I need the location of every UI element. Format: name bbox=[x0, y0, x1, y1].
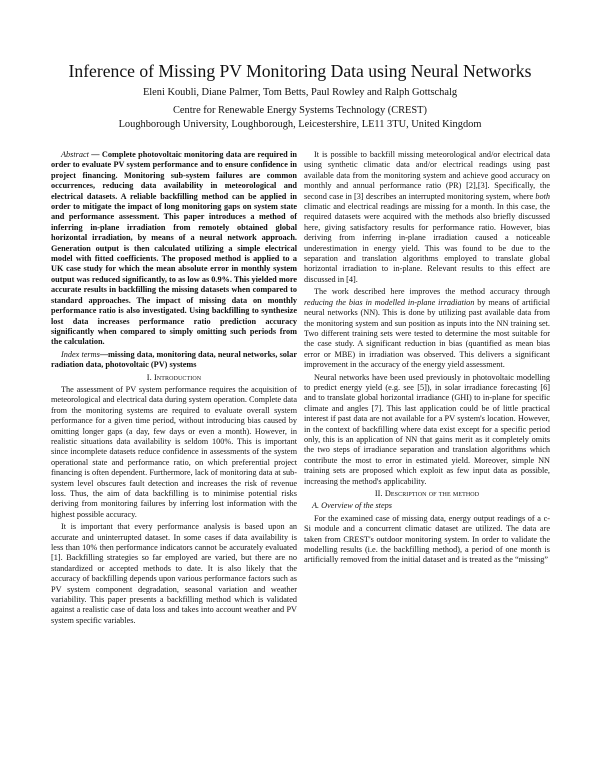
body-paragraph-2: The work described here improves the method accuracy through reducing the bias in modelled in-plane irradiation by means of artificial neural networks (NN). This is done by utilizing past available data from the monitoring system and sun position as inputs into the NN training set. Two different training sets were tested to determine the most suitable for the case study. A significant reduction in bias (quantified as mean bias error or MBE) in irradiation was observed. This delivers a significant improvement in the accuracy of the energy yield assessment. bbox=[304, 287, 551, 370]
emphasis-both: both bbox=[535, 191, 550, 201]
body-paragraph-3: Neural networks have been used previously in photovoltaic modelling to predict energy yield (e.g. see [5]), in solar irradiance forecasting [6] and to translate global horizontal irradiance (GHI) to in-plane for specific climate and angles [7]. This last application could be of little practical interest if past data are not available for a PV system's location. However, in the context of backfilling where data exist except for a specific period only, this is an application of NN that gains merit as it completely omits the two steps of irradiance separation and translation algorithms which contribute the most to error in estimated yield. Moreover, simple NN training sets are proposed which exploit as few input data as possible, increasing the method's applicability. bbox=[304, 372, 550, 486]
index-terms-label: Index terms bbox=[61, 349, 100, 359]
affiliation-address: Loughborough University, Loughborough, Leicestershire, LE11 3TU, United Kingdom bbox=[118, 119, 482, 130]
index-terms-paragraph bbox=[51, 350, 297, 371]
section-heading-method: II. Description of the method bbox=[374, 489, 480, 498]
emphasis-bias: reducing the bias in modelled in-plane irradiation bbox=[304, 297, 475, 307]
subsection-heading-overview: A. Overview of the steps bbox=[312, 501, 392, 511]
paper-title: Inference of Missing PV Monitoring Data using Neural Networks bbox=[68, 61, 532, 81]
author-list: Eleni Koubli, Diane Palmer, Tom Betts, Paul Rowley and Ralph Gottschalg bbox=[142, 87, 458, 98]
abstract-text: — Complete photovoltaic monitoring data are required in order to evaluate PV system performance and to ensure confidence in project financing. Monitoring sub-system failures are common occurrences, reducing data availability in meteorological and electrical datasets. A reliable backfilling method can be applied in order to mitigate the impact of long monitoring gaps on system state and performance assessment. This paper introduces a method of inferring in-plane irradiation from remotely obtained global horizontal irradiation, by means of a neural network approach. Generation output is then calculated utilizing a simple electrical model with fitted coefficients. The proposed method is applied to a UK case study for which the mean absolute error in monthly system output was reduced significantly, to as low as 0.9%. This yielded more accurate results in backfilling the missing datasets when compared to standard approaches. The impact of missing data on monthly performance ratio is also investigated. Using backfilling to synthesize lost data increases performance ratio prediction accuracy significantly when compared to simply omitting such periods from the calculation. bbox=[51, 150, 297, 347]
intro-paragraph-2: It is important that every performance analysis is based upon an accurate and uninterrupted dataset. In some cases if data availability is less than 10% then performance indicators cannot be accurately evaluated [1]. Backfilling strategies so far employed are varied, but there are no standardized or accepted methods to date. It is also likely that the accuracy of backfilling depends upon various performance factors such as PV system component degradation, seasonal variation and weather variability. This paper presents a backfilling method which is validated against a realistic case of data loss and takes into account weather and PV system specific variables. bbox=[51, 522, 297, 625]
abstract-paragraph bbox=[51, 150, 297, 348]
section-heading-introduction: I. Introduction bbox=[146, 372, 202, 382]
right-column bbox=[304, 150, 550, 568]
body-paragraph-4: For the examined case of missing data, energy output readings of a c-Si module and a concurrent climatic dataset are utilized. The data are taken from CREST's outdoor monitoring system. In order to validate the modelling results (i.e. the backfilling method), a period of one month is artificially removed from the initial dataset and is treated as the “missing” bbox=[304, 513, 550, 565]
affiliation bbox=[0, 104, 600, 132]
abstract-label: Abstract bbox=[61, 150, 89, 159]
left-column bbox=[51, 150, 297, 628]
affiliation-center: Centre for Renewable Energy Systems Technology (CREST) bbox=[173, 105, 427, 116]
body-paragraph-1: It is possible to backfill missing meteorological and/or electrical data using synthetic climatic data and/or electrical readings using past available data from the monitoring system and achieve good accuracy on monthly and annual performance ratio (PR) [2],[3]. Specifically, the second case in [3] describes an interrupted monitoring system, where both climatic and electrical readings are missing for a month. In this case, the required datasets were acquired with the methods also briefly discussed here, giving satisfactory results for performance ratio. However, bias deriving from inferring in-plane irradiation caused a noticeable underestimation in energy yield. This was found to be due to the separation and translation algorithms employed to translate global horizontal irradiation to in-plane. Relevant results to this effect are discussed in [4]. bbox=[304, 150, 550, 284]
intro-paragraph-1: The assessment of PV system performance requires the acquisition of meteorological and electrical data during system operation. Complete data from the monitoring systems are required to evaluate overall system performance for a given time period, without introducing bias caused by omitting longer gaps (a day, few days or even a month). However, in realistic situations data availability is seldom 100%. This is important since incomplete datasets reduce confidence in assessments of the system operational state and performance ratio, on which preferential project financing is often dependent. Furthermore, lack of monitoring data at sub-system level obscures fault detection and increases the risk of revenue loss. Thus, the aim of data backfilling is to minimise potential risks deriving from monitoring failures by inferring lost information with the highest possible accuracy. bbox=[51, 384, 297, 519]
index-terms-text: —missing data, monitoring data, neural networks, solar radiation data, photovoltaic (PV) systems bbox=[51, 349, 297, 370]
